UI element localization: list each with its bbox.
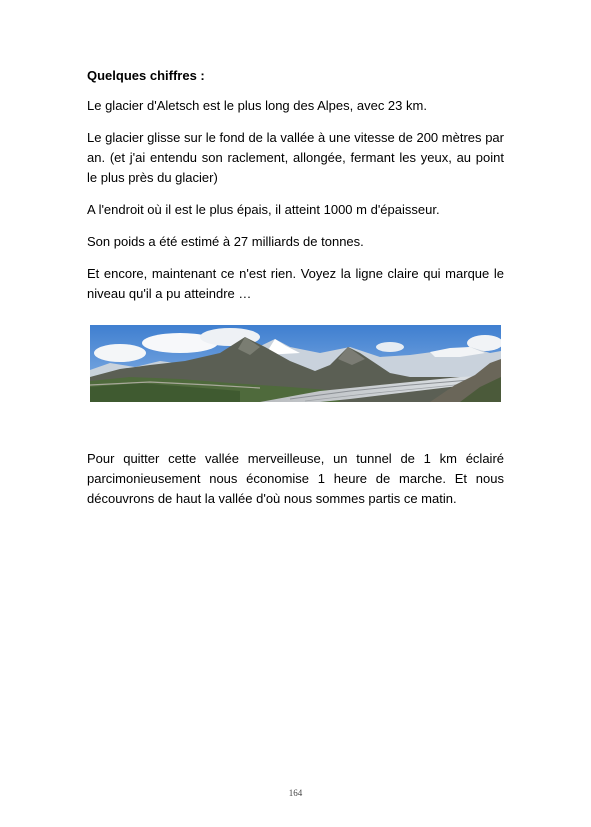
closing-paragraph: Pour quitter cette vallée merveilleuse, un tunnel de 1 km éclairé parcimonieusement nous économise 1 heure de marche. Et nous découvrons de haut la vallée d'où nous sommes partis ce matin. (87, 451, 504, 506)
section-heading: Quelques chiffres : (87, 68, 205, 83)
paragraph-level-line: Et encore, maintenant ce n'est rien. Voyez la ligne claire qui marque le niveau qu'il a pu atteindre … (87, 266, 504, 301)
paragraph-weight: Son poids a été estimé à 27 milliards de tonnes. (87, 234, 364, 249)
paragraph-length: Le glacier d'Aletsch est le plus long des Alpes, avec 23 km. (87, 98, 427, 113)
text-block (87, 66, 504, 316)
page-number: 164 (288, 788, 303, 798)
glacier-panorama-photo (90, 325, 501, 402)
paragraph-speed: Le glacier glisse sur le fond de la vallée à une vitesse de 200 mètres par an. (et j'ai entendu son raclement, allongée, fermant les yeux, au point le plus près du glacier) (87, 130, 504, 185)
paragraph-thickness: A l'endroit où il est le plus épais, il atteint 1000 m d'épaisseur. (87, 202, 440, 217)
